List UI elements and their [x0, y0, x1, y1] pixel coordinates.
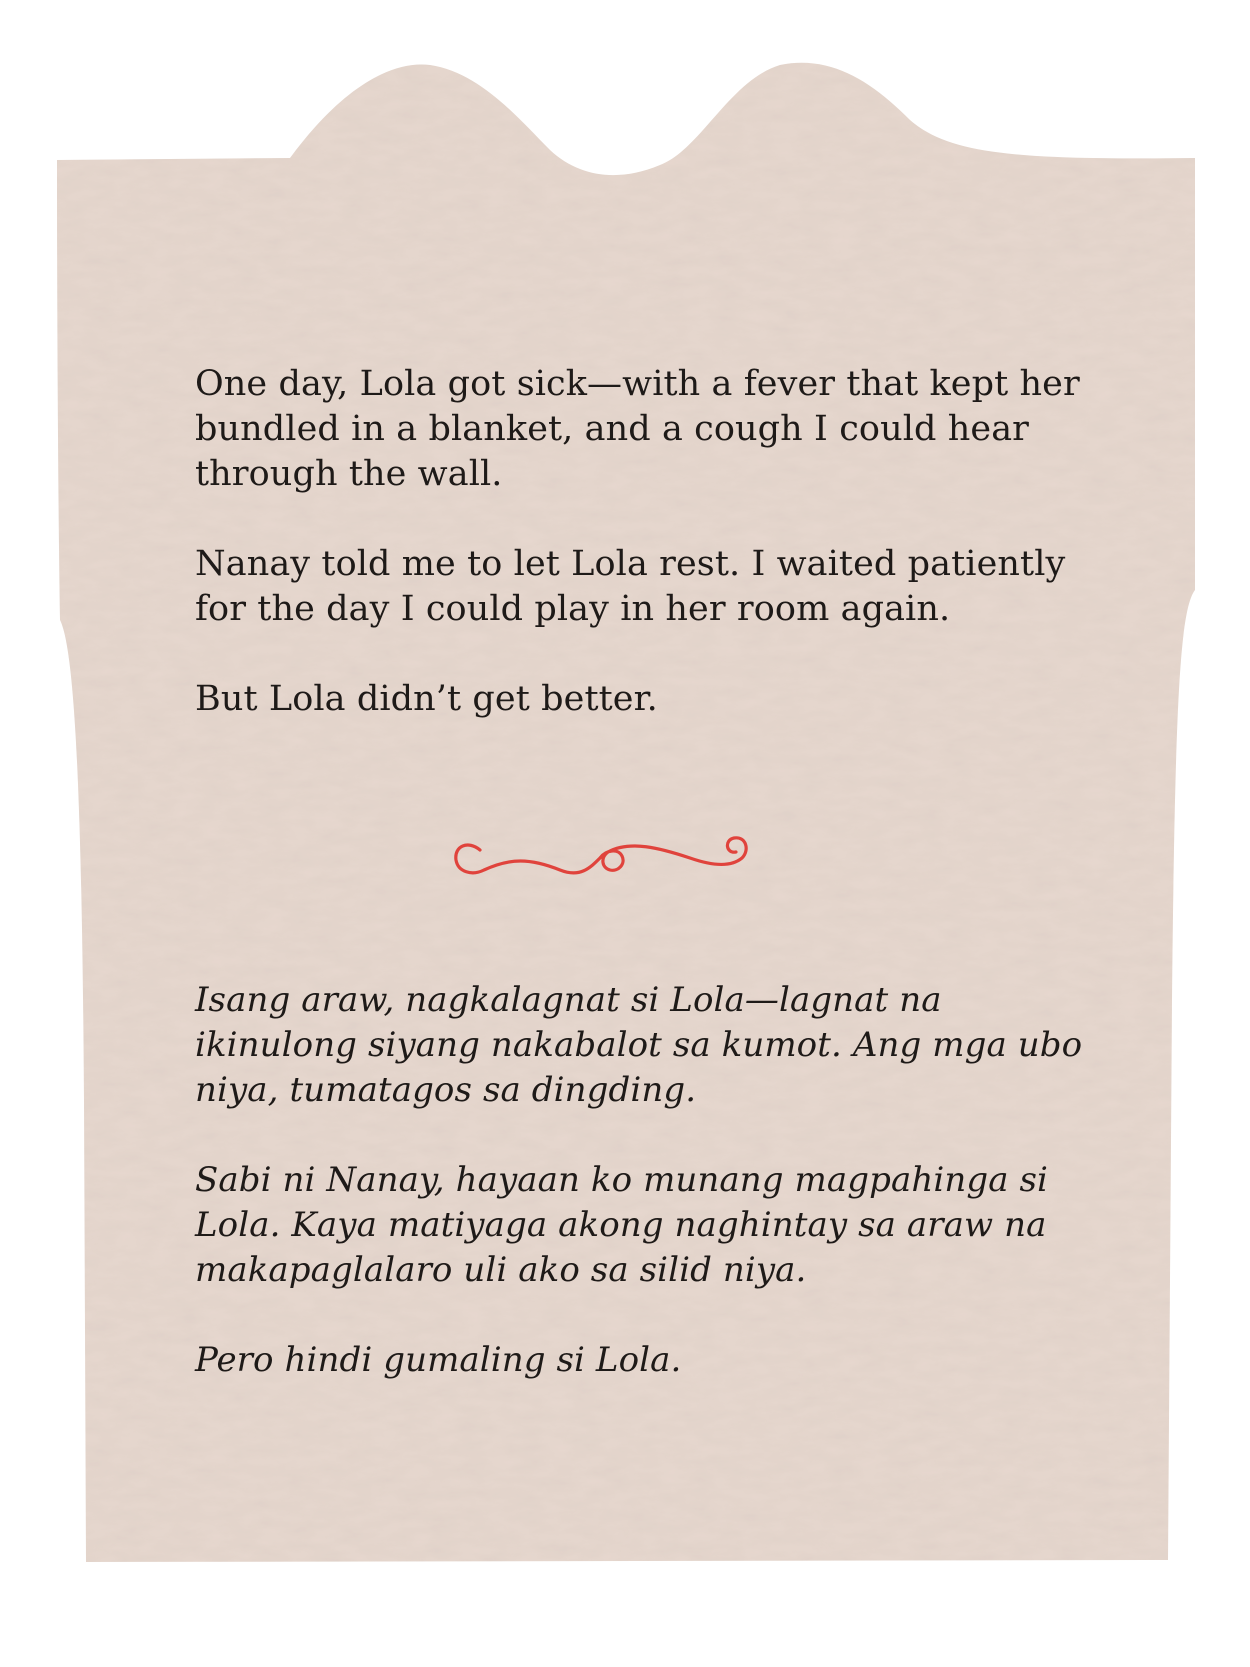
filipino-paragraph-1: Isang araw, nagkalagnat si Lola—lagnat na ikinulong siyang nakabalot sa kumot. Ang mga ubo niya, tumatagos sa dingding.	[195, 980, 1083, 1110]
english-paragraph-1: One day, Lola got sick—with a fever that kept her bundled in a blanket, and a cough I could hear through the wall.	[195, 364, 1080, 494]
english-paragraph-2: Nanay told me to let Lola rest. I waited patiently for the day I could play in her room again.	[195, 544, 1066, 629]
filipino-paragraph-3: Pero hindi gumaling si Lola.	[195, 1340, 682, 1380]
flourish-divider-icon	[450, 828, 770, 888]
filipino-text	[195, 978, 1095, 1383]
english-paragraph-3: But Lola didn’t get better.	[195, 679, 658, 719]
filipino-paragraph-2: Sabi ni Nanay, hayaan ko munang magpahinga si Lola. Kaya matiyaga akong naghintay sa araw na makapaglalaro uli ako sa silid niya.	[195, 1160, 1049, 1290]
english-text	[195, 362, 1095, 722]
